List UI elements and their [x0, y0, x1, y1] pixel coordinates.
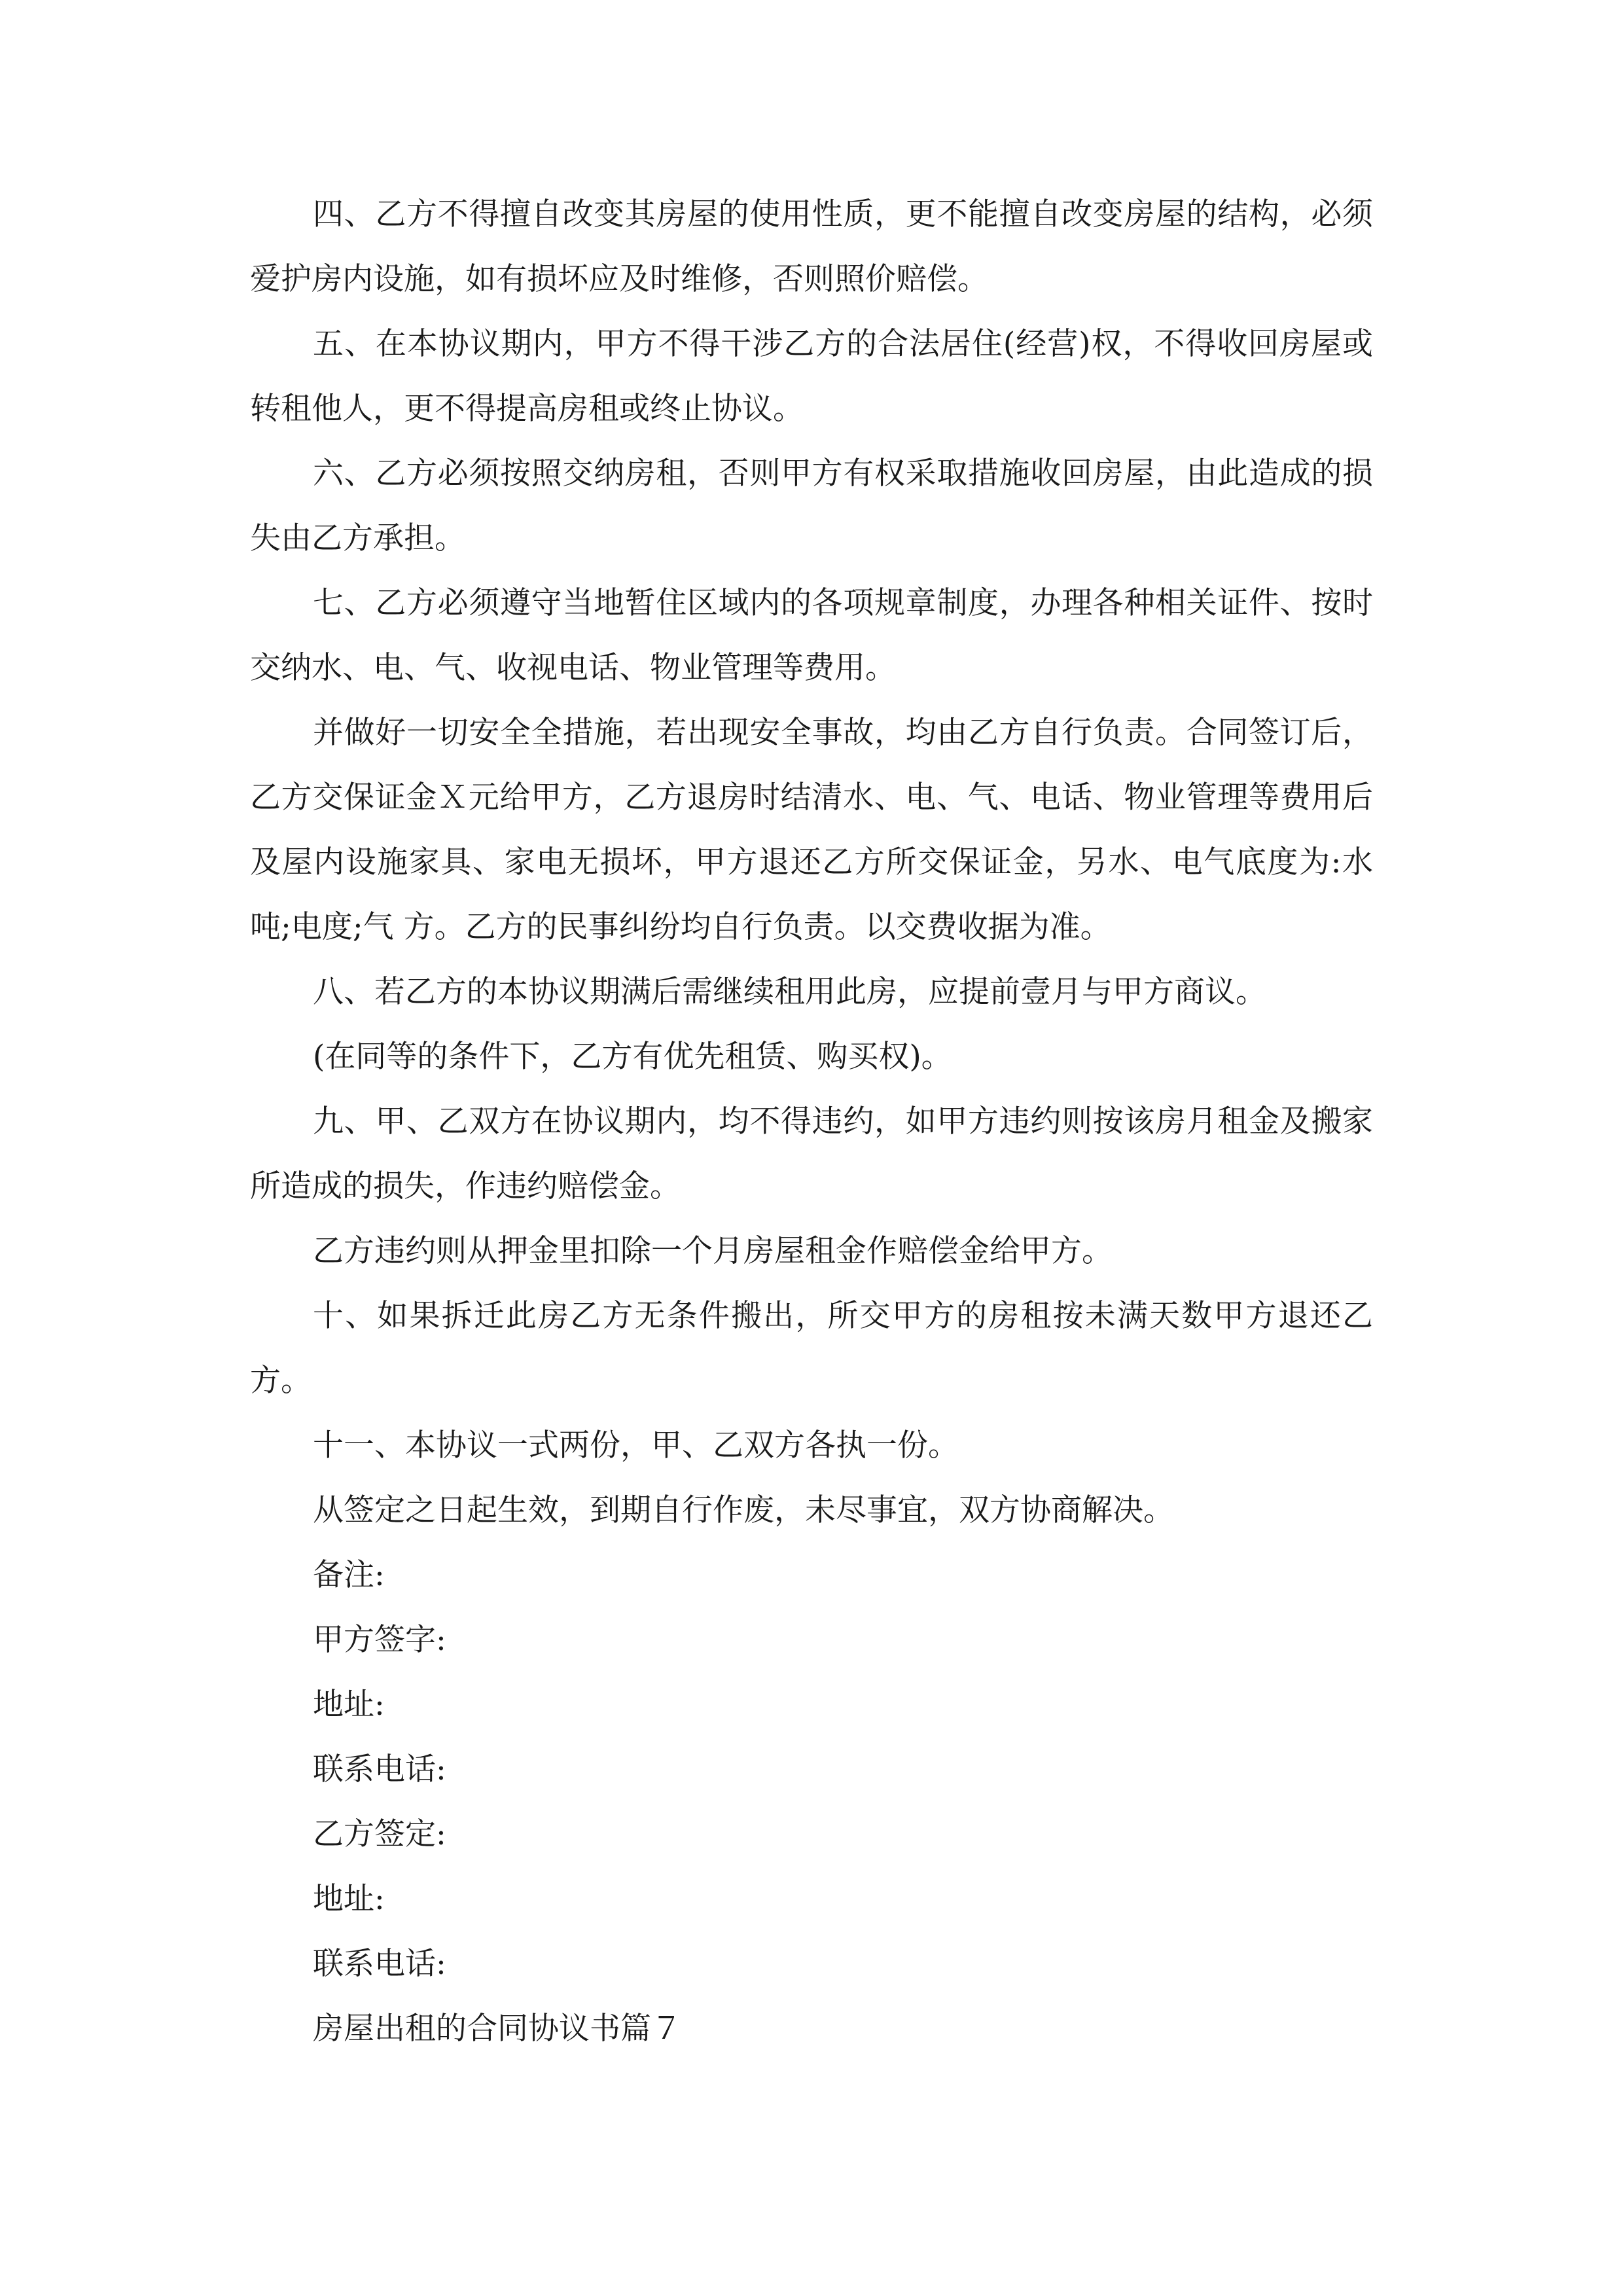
clause-10: 十、如果拆迁此房乙方无条件搬出，所交甲方的房租按未满天数甲方退还乙方。 [250, 1298, 1373, 1399]
document-page [250, 182, 1373, 2061]
clause-9-continued: 乙方违约则从押金里扣除一个月房屋租金作赔偿金给甲方。 [313, 1233, 1113, 1269]
remarks-label: 备注: [313, 1557, 385, 1593]
clause-7: 七、乙方必须遵守当地暂住区域内的各项规章制度，办理各种相关证件、按时交纳水、电、气、收视电话、物业管理等费用。 [250, 585, 1373, 686]
clause-4: 四、乙方不得擅自改变其房屋的使用性质，更不能擅自改变房屋的结构，必须爱护房内设施，如有损坏应及时维修，否则照价赔偿。 [250, 196, 1373, 297]
party-b-address-label: 地址: [313, 1881, 385, 1917]
clause-8: 八、若乙方的本协议期满后需继续租用此房，应提前壹月与甲方商议。 [313, 974, 1266, 1010]
clause-11: 十一、本协议一式两份，甲、乙双方各执一份。 [313, 1427, 959, 1463]
party-a-signature-label: 甲方签字: [313, 1622, 446, 1658]
clause-11-continued: 从签定之日起生效，到期自行作废，未尽事宜，双方协商解决。 [313, 1492, 1174, 1528]
next-section-title: 房屋出租的合同协议书篇７ [313, 2011, 682, 2047]
clause-5: 五、在本协议期内，甲方不得干涉乙方的合法居住(经营)权，不得收回房屋或转租他人，更不得提高房租或终止协议。 [250, 326, 1373, 427]
clause-7-continued: 并做好一切安全全措施，若出现安全事故，均由乙方自行负责。合同签订后，乙方交保证金Ｘ元给甲方，乙方退房时结清水、电、气、电话、物业管理等费用后及屋内设施家具、家电无损坏，甲方退还乙方所交保证金，另水、电气底度为:水吨;电度;气 方。乙方的民事纠纷均自行负责。以交费收据为准。 [250, 715, 1373, 945]
clause-8-note: (在同等的条件下，乙方有优先租赁、购买权)。 [313, 1039, 952, 1075]
party-a-phone-label: 联系电话: [313, 1751, 446, 1787]
clause-6: 六、乙方必须按照交纳房租，否则甲方有权采取措施收回房屋，由此造成的损失由乙方承担。 [250, 456, 1373, 556]
party-a-address-label: 地址: [313, 1687, 385, 1723]
party-b-phone-label: 联系电话: [313, 1946, 446, 1982]
clause-9: 九、甲、乙双方在协议期内，均不得违约，如甲方违约则按该房月租金及搬家所造成的损失，作违约赔偿金。 [250, 1103, 1373, 1204]
party-b-signature-label: 乙方签定: [313, 1816, 446, 1852]
